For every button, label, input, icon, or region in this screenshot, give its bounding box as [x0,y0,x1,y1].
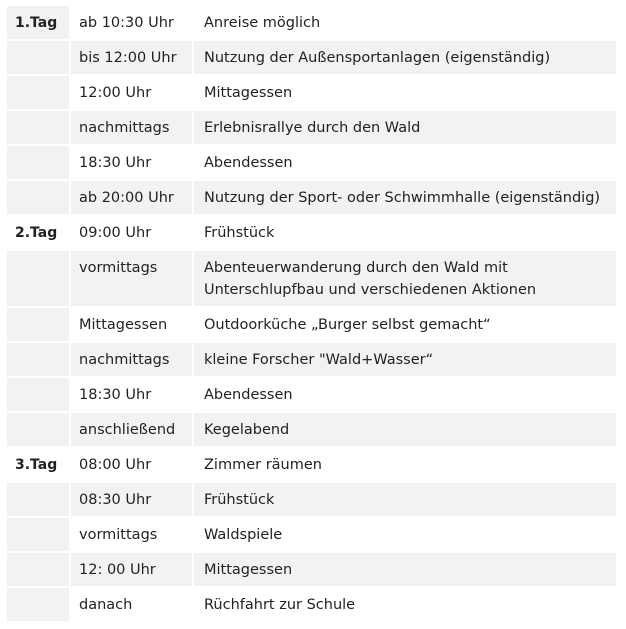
day-cell [7,553,71,586]
table-row [7,343,616,378]
activity-cell: Mittagessen [194,553,616,586]
activity-cell: Outdoorküche „Burger selbst gemacht“ [194,308,616,341]
time-cell: danach [71,588,194,621]
time-cell: 12:00 Uhr [71,76,194,109]
table-row [7,588,616,623]
table-row [7,308,616,343]
table-row [7,483,616,518]
table-row [7,251,616,308]
time-cell: 18:30 Uhr [71,146,194,179]
time-cell: vormittags [71,251,194,306]
activity-cell: Frühstück [194,216,616,249]
day-cell [7,308,71,341]
time-cell: 12: 00 Uhr [71,553,194,586]
table-row [7,448,616,483]
activity-cell: Kegelabend [194,413,616,446]
day-cell [7,518,71,551]
day-cell [7,483,71,516]
activity-cell: Nutzung der Außensportanlagen (eigenständig) [194,41,616,74]
activity-cell: Zimmer räumen [194,448,616,481]
day-cell [7,413,71,446]
activity-cell: Mittagessen [194,76,616,109]
table-row [7,6,616,41]
schedule-table [7,6,616,623]
activity-cell: Abendessen [194,378,616,411]
day-cell [7,76,71,109]
day-cell [7,343,71,376]
time-cell: vormittags [71,518,194,551]
time-cell: 08:30 Uhr [71,483,194,516]
day-cell [7,41,71,74]
time-cell: 09:00 Uhr [71,216,194,249]
time-cell: bis 12:00 Uhr [71,41,194,74]
day-cell [7,146,71,179]
day-cell [7,181,71,214]
table-row [7,111,616,146]
activity-cell: Rüchfahrt zur Schule [194,588,616,621]
time-cell: 18:30 Uhr [71,378,194,411]
activity-cell: Erlebnisrallye durch den Wald [194,111,616,144]
time-cell: ab 10:30 Uhr [71,6,194,39]
table-row [7,76,616,111]
time-cell: ab 20:00 Uhr [71,181,194,214]
time-cell: Mittagessen [71,308,194,341]
table-row [7,413,616,448]
day-cell [7,588,71,621]
time-cell: nachmittags [71,111,194,144]
activity-cell: Frühstück [194,483,616,516]
day-cell: 3.Tag [7,448,71,481]
time-cell: anschließend [71,413,194,446]
table-row [7,216,616,251]
activity-cell: Anreise möglich [194,6,616,39]
table-row [7,518,616,553]
day-cell [7,251,71,306]
activity-cell: kleine Forscher "Wald+Wasser“ [194,343,616,376]
table-row [7,41,616,76]
table-row [7,553,616,588]
day-cell [7,111,71,144]
day-cell: 1.Tag [7,6,71,39]
day-cell: 2.Tag [7,216,71,249]
day-cell [7,378,71,411]
table-row [7,181,616,216]
time-cell: nachmittags [71,343,194,376]
table-row [7,146,616,181]
activity-cell: Waldspiele [194,518,616,551]
activity-cell: Abendessen [194,146,616,179]
activity-cell: Nutzung der Sport- oder Schwimmhalle (eigenständig) [194,181,616,214]
activity-cell: Abenteuerwanderung durch den Wald mit Unterschlupfbau und verschiedenen Aktionen [194,251,616,306]
time-cell: 08:00 Uhr [71,448,194,481]
table-row [7,378,616,413]
